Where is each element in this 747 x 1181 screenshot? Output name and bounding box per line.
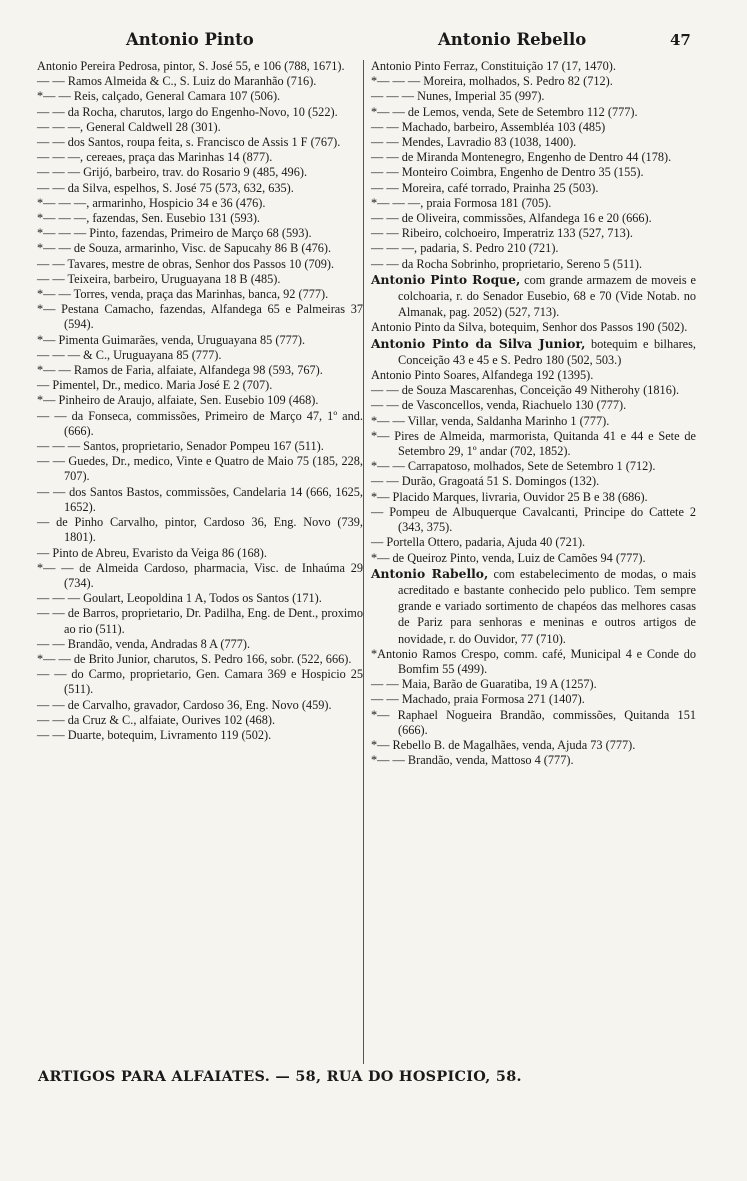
directory-entry: — Pompeu de Albuquerque Cavalcanti, Principe do Cattete 2 (343, 375). xyxy=(371,504,696,535)
directory-entry: Antonio Pereira Pedrosa, pintor, S. José 55, e 106 (788, 1671). xyxy=(37,59,345,73)
directory-entry: — — — Nunes, Imperial 35 (997). xyxy=(371,89,545,104)
directory-entry: — — da Cruz & C., alfaiate, Ourives 102 (468). xyxy=(37,712,276,727)
directory-entry: — — da Rocha Sobrinho, proprietario, Sereno 5 (511). xyxy=(371,256,643,271)
directory-entry: *— — Reis, calçado, General Camara 107 (506). xyxy=(37,89,281,104)
directory-entry: — — Maia, Barão de Guaratiba, 19 A (1257). xyxy=(371,677,597,692)
directory-entry: — — —, General Caldwell 28 (301). xyxy=(37,119,221,134)
header-left-name: Antonio Pinto xyxy=(126,30,254,49)
directory-entry: — — Moreira, café torrado, Prainha 25 (503). xyxy=(371,180,599,195)
directory-entry: — — Mendes, Lavradio 83 (1038, 1400). xyxy=(371,135,577,150)
left-column xyxy=(37,59,363,743)
featured-entry-name: Antonio Pinto da Silva Junior, xyxy=(371,335,586,351)
directory-entry: — — Machado, praia Formosa 271 (1407). xyxy=(371,692,585,707)
directory-entry: — — de Vasconcellos, venda, Riachuelo 130 (777). xyxy=(371,398,627,413)
directory-entry: *— Pestana Camacho, fazendas, Alfandega 65 e Palmeiras 37 (594). xyxy=(37,302,363,332)
footer-advertisement: ARTIGOS PARA ALFAIATES. — 58, RUA DO HOSPICIO, 58. xyxy=(38,1068,522,1085)
directory-entry: — Pinto de Abreu, Evaristo da Veiga 86 (168). xyxy=(37,545,267,560)
directory-entry: — de Pinho Carvalho, pintor, Cardoso 36, Eng. Novo (739, 1801). xyxy=(37,515,363,545)
directory-entry: Antonio Pinto da Silva, botequim, Senhor dos Passos 190 (502). xyxy=(371,320,688,335)
directory-entry: *— Placido Marques, livraria, Ouvidor 25 B e 38 (686). xyxy=(371,489,648,504)
directory-entry: *— Pinheiro de Araujo, alfaiate, Sen. Eusebio 109 (468). xyxy=(37,393,319,408)
directory-entry: *— — de Brito Junior, charutos, S. Pedro 166, sobr. (522, 666). xyxy=(37,651,352,666)
directory-entry: *— Pires de Almeida, marmorista, Quitanda 41 e 44 e Sete de Setembro 29, 1º andar (702, 1852). xyxy=(371,428,696,459)
page-number: 47 xyxy=(670,31,691,49)
featured-entry xyxy=(371,336,696,368)
header-right-name: Antonio Rebello xyxy=(438,30,587,49)
directory-entry: *— Raphael Nogueira Brandão, commissões, Quitanda 151 (666). xyxy=(371,707,696,737)
directory-entry: — — — & C., Uruguayana 85 (777). xyxy=(37,347,222,362)
directory-entry: — — de Barros, proprietario, Dr. Padilha, Eng. de Dent., proximo ao rio (511). xyxy=(37,606,363,636)
directory-entry: — — Brandão, venda, Andradas 8 A (777). xyxy=(37,636,251,651)
directory-entry: *— — —, praia Formosa 181 (705). xyxy=(371,195,552,210)
directory-entry: — — —, padaria, S. Pedro 210 (721). xyxy=(371,241,559,256)
directory-entry: — — Durão, Gragoatá 51 S. Domingos (132). xyxy=(371,474,600,489)
directory-entry: — — Tavares, mestre de obras, Senhor dos Passos 10 (709). xyxy=(37,256,335,271)
directory-entry: — — Ribeiro, colchoeiro, Imperatriz 133 (527, 713). xyxy=(371,226,633,241)
directory-entry: — — Ramos Almeida & C., S. Luiz do Maranhão (716). xyxy=(37,74,317,89)
directory-entry: *— — de Lemos, venda, Sete de Setembro 112 (777). xyxy=(371,104,638,119)
featured-entry xyxy=(371,272,696,321)
directory-entry: — — — Goulart, Leopoldina 1 A, Todos os Santos (171). xyxy=(37,591,322,606)
directory-entry: *— — Villar, venda, Saldanha Marinho 1 (777). xyxy=(371,413,610,428)
directory-entry: *— — Ramos de Faria, alfaiate, Alfandega 98 (593, 767). xyxy=(37,363,323,378)
directory-entry: — — de Oliveira, commissões, Alfandega 16 e 20 (666). xyxy=(371,211,652,226)
directory-entry: *— — —, fazendas, Sen. Eusebio 131 (593). xyxy=(37,211,261,226)
directory-entry: — — — Grijó, barbeiro, trav. do Rosario 9 (485, 496). xyxy=(37,165,308,180)
directory-entry: *— — Torres, venda, praça das Marinhas, banca, 92 (777). xyxy=(37,287,329,302)
directory-entry: — — de Carvalho, gravador, Cardoso 36, Eng. Novo (459). xyxy=(37,697,332,712)
directory-entry: — — dos Santos Bastos, commissões, Candelaria 14 (666, 1625, 1652). xyxy=(37,484,363,514)
featured-entry-name: Antonio Pinto Roque, xyxy=(371,271,521,287)
directory-entry: *— — — Moreira, molhados, S. Pedro 82 (712). xyxy=(371,74,613,89)
featured-entry-details: com estabelecimento de modas, o mais acreditado e bastante conhecido pelo publico. Tem sempre grande e variado sortimento de chapéos das melhores casas de Pariz para senhoras e meninas e outros artigos de novidade, r. do Ouvidor, 77 (710). xyxy=(398,566,696,646)
directory-entry: *— de Queiroz Pinto, venda, Luiz de Camões 94 (777). xyxy=(371,550,646,565)
directory-entry: *Antonio Ramos Crespo, comm. café, Municipal 4 e Conde do Bomfim 55 (499). xyxy=(371,646,696,676)
directory-entry: *— — Brandão, venda, Mattoso 4 (777). xyxy=(371,753,574,768)
column-divider xyxy=(363,60,364,1064)
directory-entry: — — dos Santos, roupa feita, s. Francisco de Assis 1 F (767). xyxy=(37,135,341,150)
directory-entry: *— — de Souza, armarinho, Visc. de Sapucahy 86 B (476). xyxy=(37,241,332,256)
featured-entry-details: botequim e bilhares, Conceição 43 e 45 e S. Pedro 180 (502, 503.) xyxy=(398,336,696,367)
directory-entry: — — Machado, barbeiro, Assembléa 103 (485) xyxy=(371,119,606,134)
featured-entry xyxy=(371,566,696,647)
directory-entry: — — Guedes, Dr., medico, Vinte e Quatro de Maio 75 (185, 228, 707). xyxy=(37,454,363,484)
directory-entry: *— — — Pinto, fazendas, Primeiro de Março 68 (593). xyxy=(37,226,312,241)
directory-entry: — — de Souza Mascarenhas, Conceição 49 Nitherohy (1816). xyxy=(371,383,680,398)
directory-entry: Antonio Pinto Soares, Alfandega 192 (1395). xyxy=(371,368,594,383)
directory-entry: *— — —, armarinho, Hospicio 34 e 36 (476). xyxy=(37,195,266,210)
directory-entry: — — Duarte, botequim, Livramento 119 (502). xyxy=(37,727,272,742)
directory-entry: — — da Rocha, charutos, largo do Engenho-Novo, 10 (522). xyxy=(37,104,338,119)
featured-entry-name: Antonio Rabello, xyxy=(371,565,489,581)
running-header xyxy=(0,30,747,52)
directory-entry: — — da Silva, espelhos, S. José 75 (573, 632, 635). xyxy=(37,180,294,195)
directory-entry: — — do Carmo, proprietario, Gen. Camara 369 e Hospicio 25 (511). xyxy=(37,667,363,697)
directory-entry: *— — Carrapatoso, molhados, Sete de Setembro 1 (712). xyxy=(371,459,656,474)
featured-entry-details: com grande armazem de moveis e colchoaria, r. do Senador Eusebio, 68 e 70 (Vide Notab. no Almanak, pag. 2052) (527, 713). xyxy=(398,272,697,320)
directory-entry: *— — de Almeida Cardoso, pharmacia, Visc. de Inhaúma 29 (734). xyxy=(37,560,363,590)
directory-entry: — — —, cereaes, praça das Marinhas 14 (877). xyxy=(37,150,273,165)
directory-entry: — — Monteiro Coimbra, Engenho de Dentro 35 (155). xyxy=(371,165,644,180)
directory-entry: — — da Fonseca, commissões, Primeiro de Março 47, 1º and. (666). xyxy=(37,408,363,438)
directory-entry: — Pimentel, Dr., medico. Maria José E 2 (707). xyxy=(37,378,273,393)
directory-entry: *— Rebello B. de Magalhães, venda, Ajuda 73 (777). xyxy=(371,737,636,752)
directory-entry: — Portella Ottero, padaria, Ajuda 40 (721). xyxy=(371,535,586,550)
directory-entry: Antonio Pinto Ferraz, Constituição 17 (17, 1470). xyxy=(371,59,616,73)
directory-entry: *— Pimenta Guimarães, venda, Uruguayana 85 (777). xyxy=(37,332,306,347)
directory-entry: — — de Miranda Montenegro, Engenho de Dentro 44 (178). xyxy=(371,150,672,165)
directory-entry: — — — Santos, proprietario, Senador Pompeu 167 (511). xyxy=(37,439,324,454)
right-column xyxy=(371,59,696,768)
directory-entry: — — Teixeira, barbeiro, Uruguayana 18 B (485). xyxy=(37,271,281,286)
